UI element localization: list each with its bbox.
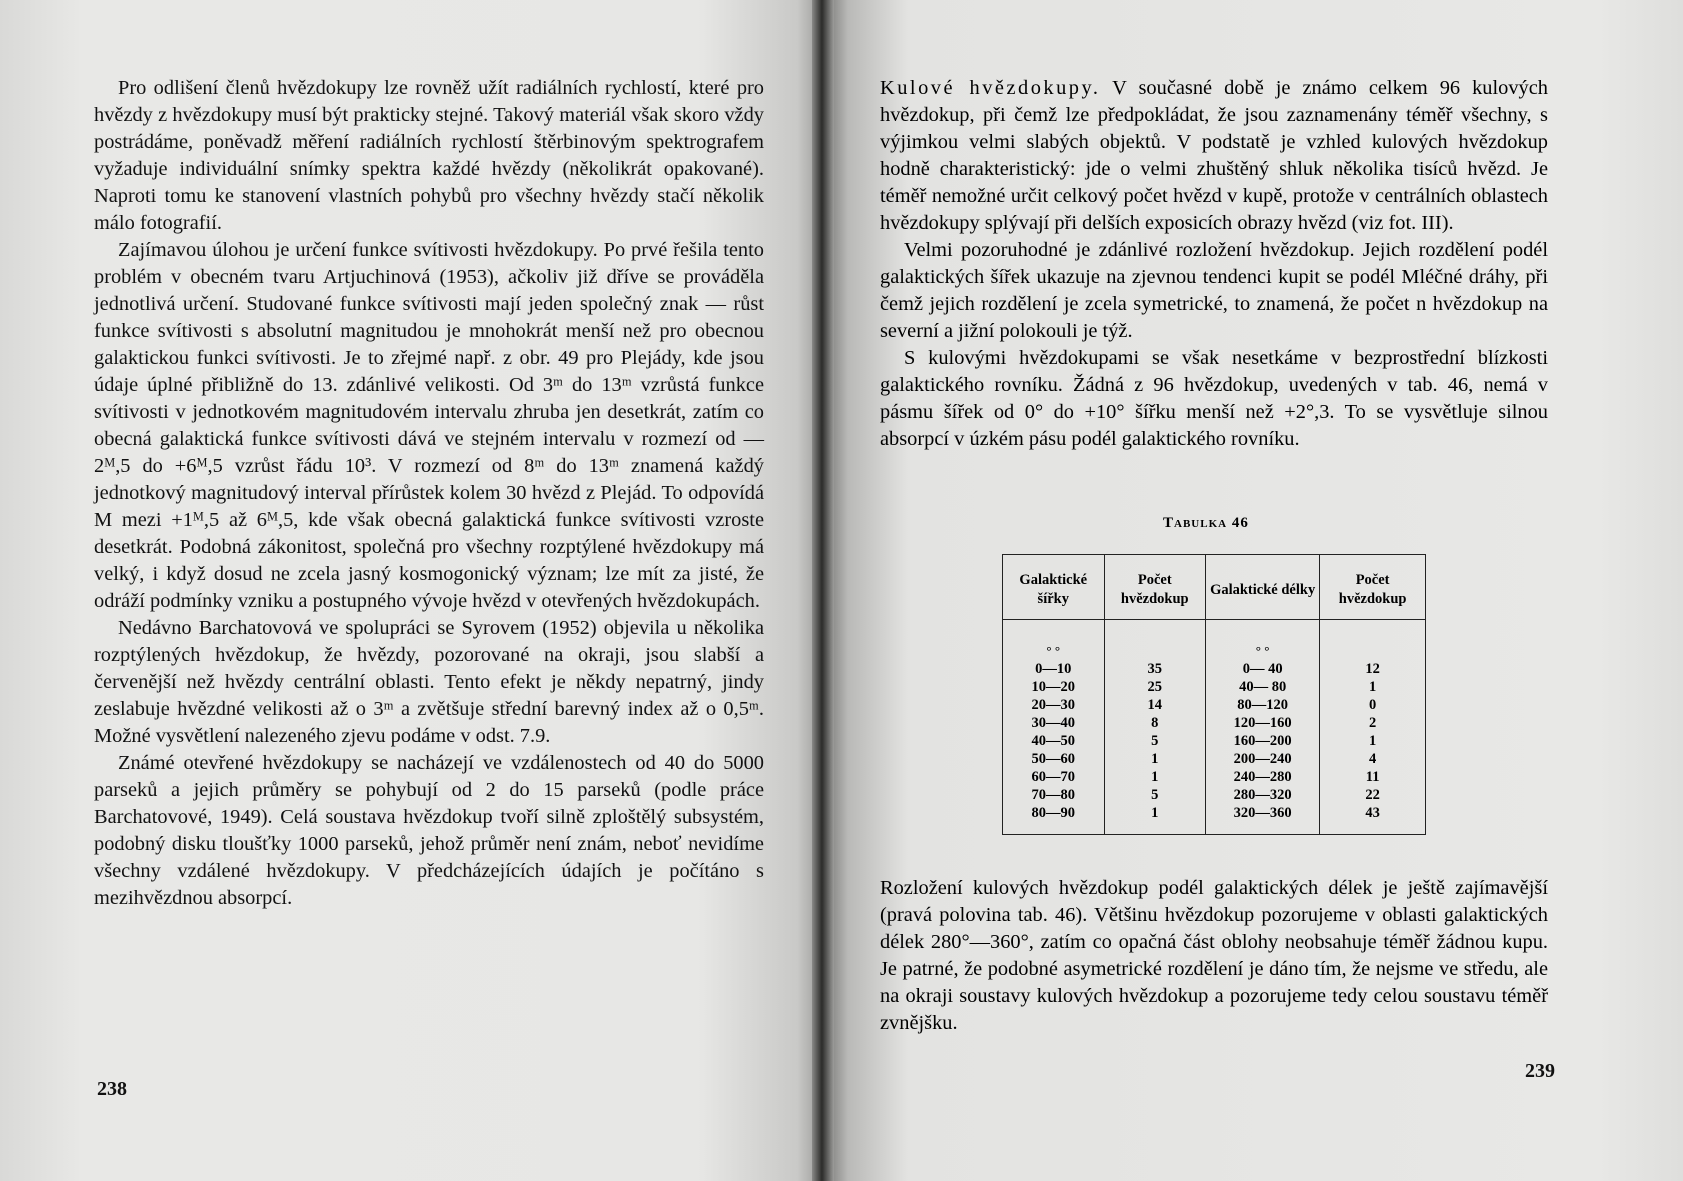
- page-number: 238: [97, 1078, 127, 1100]
- table-cell: 40—50: [1003, 732, 1105, 750]
- table-cell: 10—20: [1003, 678, 1105, 696]
- paragraph: Pro odlišení členů hvězdokupy lze rovněž užít radiálních rychlostí, které pro hvězdy z hvězdokupy musí být prakticky stejné. Takový materiál však skoro vždy postrádáme, poněvadž měření radiálních rychlostí štěrbinovým spektrografem vyžaduje individuální snímky spektra každé hvězdy (několikrát opakované). Naproti tomu ke stanovení vlastních pohybů pro všechny hvězdy stačí několik málo fotografií.: [94, 77, 764, 234]
- table-cell: 0—10: [1003, 660, 1105, 678]
- table-cell: 200—240: [1206, 750, 1320, 768]
- inline-heading: Kulové hvězdokupy.: [880, 77, 1101, 99]
- paragraph: [880, 75, 1548, 237]
- table-cell: 0— 40: [1206, 660, 1320, 678]
- table-cell: 80—120: [1206, 696, 1320, 714]
- table-header: Galaktické délky: [1206, 555, 1320, 620]
- table-cell: 30—40: [1003, 714, 1105, 732]
- table-cell: 12: [1320, 660, 1426, 678]
- table-cell: 1: [1320, 732, 1426, 750]
- table-cell: 25: [1104, 678, 1206, 696]
- table-row: [1003, 660, 1426, 678]
- table-cell: 280—320: [1206, 786, 1320, 804]
- table-cell: 60—70: [1003, 768, 1105, 786]
- table-cell: 80—90: [1003, 804, 1105, 835]
- table-cell: 35: [1104, 660, 1206, 678]
- table-cell: [1104, 620, 1206, 661]
- data-table: [1002, 554, 1426, 835]
- paragraph: Nedávno Barchatovová ve spolupráci se Syrovem (1952) objevila u několika rozptýlených hvězdokup, že hvězdy, pozorované na okraji, jsou slabší a červenější než hvězdy centrální oblasti. Tento efekt je někdy nepatrný, jindy zeslabuje hvězdné velikosti až o 3ᵐ a zvětšuje střední barevný index až o 0,5ᵐ. Možné vysvětlení nalezeného zjevu podáme v odst. 7.9.: [94, 617, 764, 747]
- table-cell: 11: [1320, 768, 1426, 786]
- table-cell: 120—160: [1206, 714, 1320, 732]
- table-row: [1003, 732, 1426, 750]
- table-unit-row: [1003, 620, 1426, 661]
- paragraph: S kulovými hvězdokupami se však nesetkáme v bezprostřední blízkosti galaktického rovníku. Žádná z 96 hvězdokup, uvedených v tab. 46, nemá v pásmu šířek od 0° do +10° šířku menší než +2°,3. To se vysvětluje silnou absorpcí v úzkém pásu podél galaktického rovníku.: [880, 347, 1548, 450]
- table-row: [1003, 804, 1426, 835]
- table-header: Počet hvězdokup: [1320, 555, 1426, 620]
- table-cell: 43: [1320, 804, 1426, 835]
- table-cell: 40— 80: [1206, 678, 1320, 696]
- table-header: Galaktické šířky: [1003, 555, 1105, 620]
- table-cell: 50—60: [1003, 750, 1105, 768]
- table-cell: 1: [1104, 768, 1206, 786]
- table-cell: 0: [1320, 696, 1426, 714]
- table-header-row: [1003, 555, 1426, 620]
- table-cell: 5: [1104, 786, 1206, 804]
- table-cell: 8: [1104, 714, 1206, 732]
- table-row: [1003, 750, 1426, 768]
- paragraph: Zajímavou úlohou je určení funkce svítivosti hvězdokupy. Po prvé řešila tento problém v obecném tvaru Artjuchinová (1953), ačkoliv již dříve se prováděla jednotlivá určení. Studované funkce svítivosti mají jeden společný znak — růst funkce svítivosti s absolutní magnitudou je mnohokrát menší než pro obecnou galaktickou funkci svítivosti. Je to zřejmé např. z obr. 49 pro Plejády, kde jsou údaje úplné přibližně do 13. zdánlivé velikosti. Od 3ᵐ do 13ᵐ vzrůstá funkce svítivosti v jednotkovém magnitudovém intervalu zhruba jen desetkrát, zatím co obecná galaktická funkce svítivosti dává ve stejném intervalu v rozmezí od —2ᴹ,5 do +6ᴹ,5 vzrůst řádu 10³. V rozmezí od 8ᵐ do 13ᵐ znamená každý jednotkový magnitudový interval přírůstek kolem 30 hvězd z Plejád. To odpovídá M mezi +1ᴹ,5 až 6ᴹ,5, kde však obecná galaktická funkce svítivosti vzroste desetkrát. Podobná zákonitost, společná pro všechny rozptýlené hvězdokupy má velký, i když dosud ne zcela jasný kosmogonický význam; lze mít za jisté, že odráží podmínky vzniku a postupného vývoje hvězd v otevřených hvězdokupách.: [94, 239, 764, 612]
- table-cell: 1: [1104, 804, 1206, 835]
- table-cell: 1: [1320, 678, 1426, 696]
- table-row: [1003, 768, 1426, 786]
- paragraph: Rozložení kulových hvězdokup podél galaktických délek je ještě zajímavější (pravá polovina tab. 46). Většinu hvězdokup pozorujeme v oblasti galaktických délek 280°—360°, zatím co opačná část oblohy neobsahuje téměř žádnou kupu. Je patrné, že podobné asymetrické rozdělení je dáno tím, že nejsme ve středu, ale na okraji soustavy kulových hvězdokup a pozorujeme tedy celou soustavu téměř zvnějšku.: [880, 877, 1548, 1034]
- table-cell: ° °: [1206, 620, 1320, 661]
- table-header: Počet hvězdokup: [1104, 555, 1206, 620]
- table-row: [1003, 786, 1426, 804]
- paragraph-text: V současné době je známo celkem 96 kulových hvězdokup, při čemž lze předpokládat, že jsou zaznamenány téměř všechny, s výjimkou velmi slabých objektů. V podstatě je vzhled kulových hvězdokup hodně charakteristický: jde o velmi zhuštěný shluk několika tisíců hvězd. Je téměř nemožné určit celkový počet hvězd v kupě, protože v centrálních oblastech hvězdokupy splývají při delších exposicích obrazy hvězd (viz fot. III).: [880, 77, 1548, 234]
- left-page: [0, 0, 822, 1181]
- paragraph: Velmi pozoruhodné je zdánlivé rozložení hvězdokup. Jejich rozdělení podél galaktických šířek ukazuje na zjevnou tendenci kupit se podél Mléčné dráhy, při čemž jejich rozdělení je zcela symetrické, to znamená, že počet n hvězdokup na severní a jižní polokouli je týž.: [880, 239, 1548, 342]
- book-gutter: [812, 0, 834, 1181]
- right-page-text-top: [880, 75, 1548, 453]
- table-cell: 4: [1320, 750, 1426, 768]
- table-cell: 2: [1320, 714, 1426, 732]
- table-cell: 1: [1104, 750, 1206, 768]
- table-cell: 240—280: [1206, 768, 1320, 786]
- table-cell: ° °: [1003, 620, 1105, 661]
- page-number: 239: [1525, 1060, 1555, 1082]
- table-row: [1003, 678, 1426, 696]
- table-row: [1003, 714, 1426, 732]
- table-row: [1003, 696, 1426, 714]
- table-cell: 22: [1320, 786, 1426, 804]
- table-cell: 5: [1104, 732, 1206, 750]
- table-cell: 14: [1104, 696, 1206, 714]
- table-cell: 70—80: [1003, 786, 1105, 804]
- table-cell: [1320, 620, 1426, 661]
- table-cell: 160—200: [1206, 732, 1320, 750]
- table-caption: Tabulka 46: [1163, 515, 1249, 531]
- left-page-text: [94, 75, 764, 912]
- table-cell: 320—360: [1206, 804, 1320, 835]
- right-page-text-bottom: [880, 875, 1548, 1037]
- paragraph: Známé otevřené hvězdokupy se nacházejí ve vzdálenostech od 40 do 5000 parseků a jejich průměry se pohybují od 2 do 15 parseků (podle práce Barchatovové, 1949). Celá soustava hvězdokup tvoří silně zploštělý subsystém, podobný disku tloušťky 1000 parseků, jehož průměr není znám, neboť nevidíme všechny vzdálené hvězdokupy. V předcházejících údajích je počítáno s mezihvězdnou absorpcí.: [94, 752, 764, 909]
- table-cell: 20—30: [1003, 696, 1105, 714]
